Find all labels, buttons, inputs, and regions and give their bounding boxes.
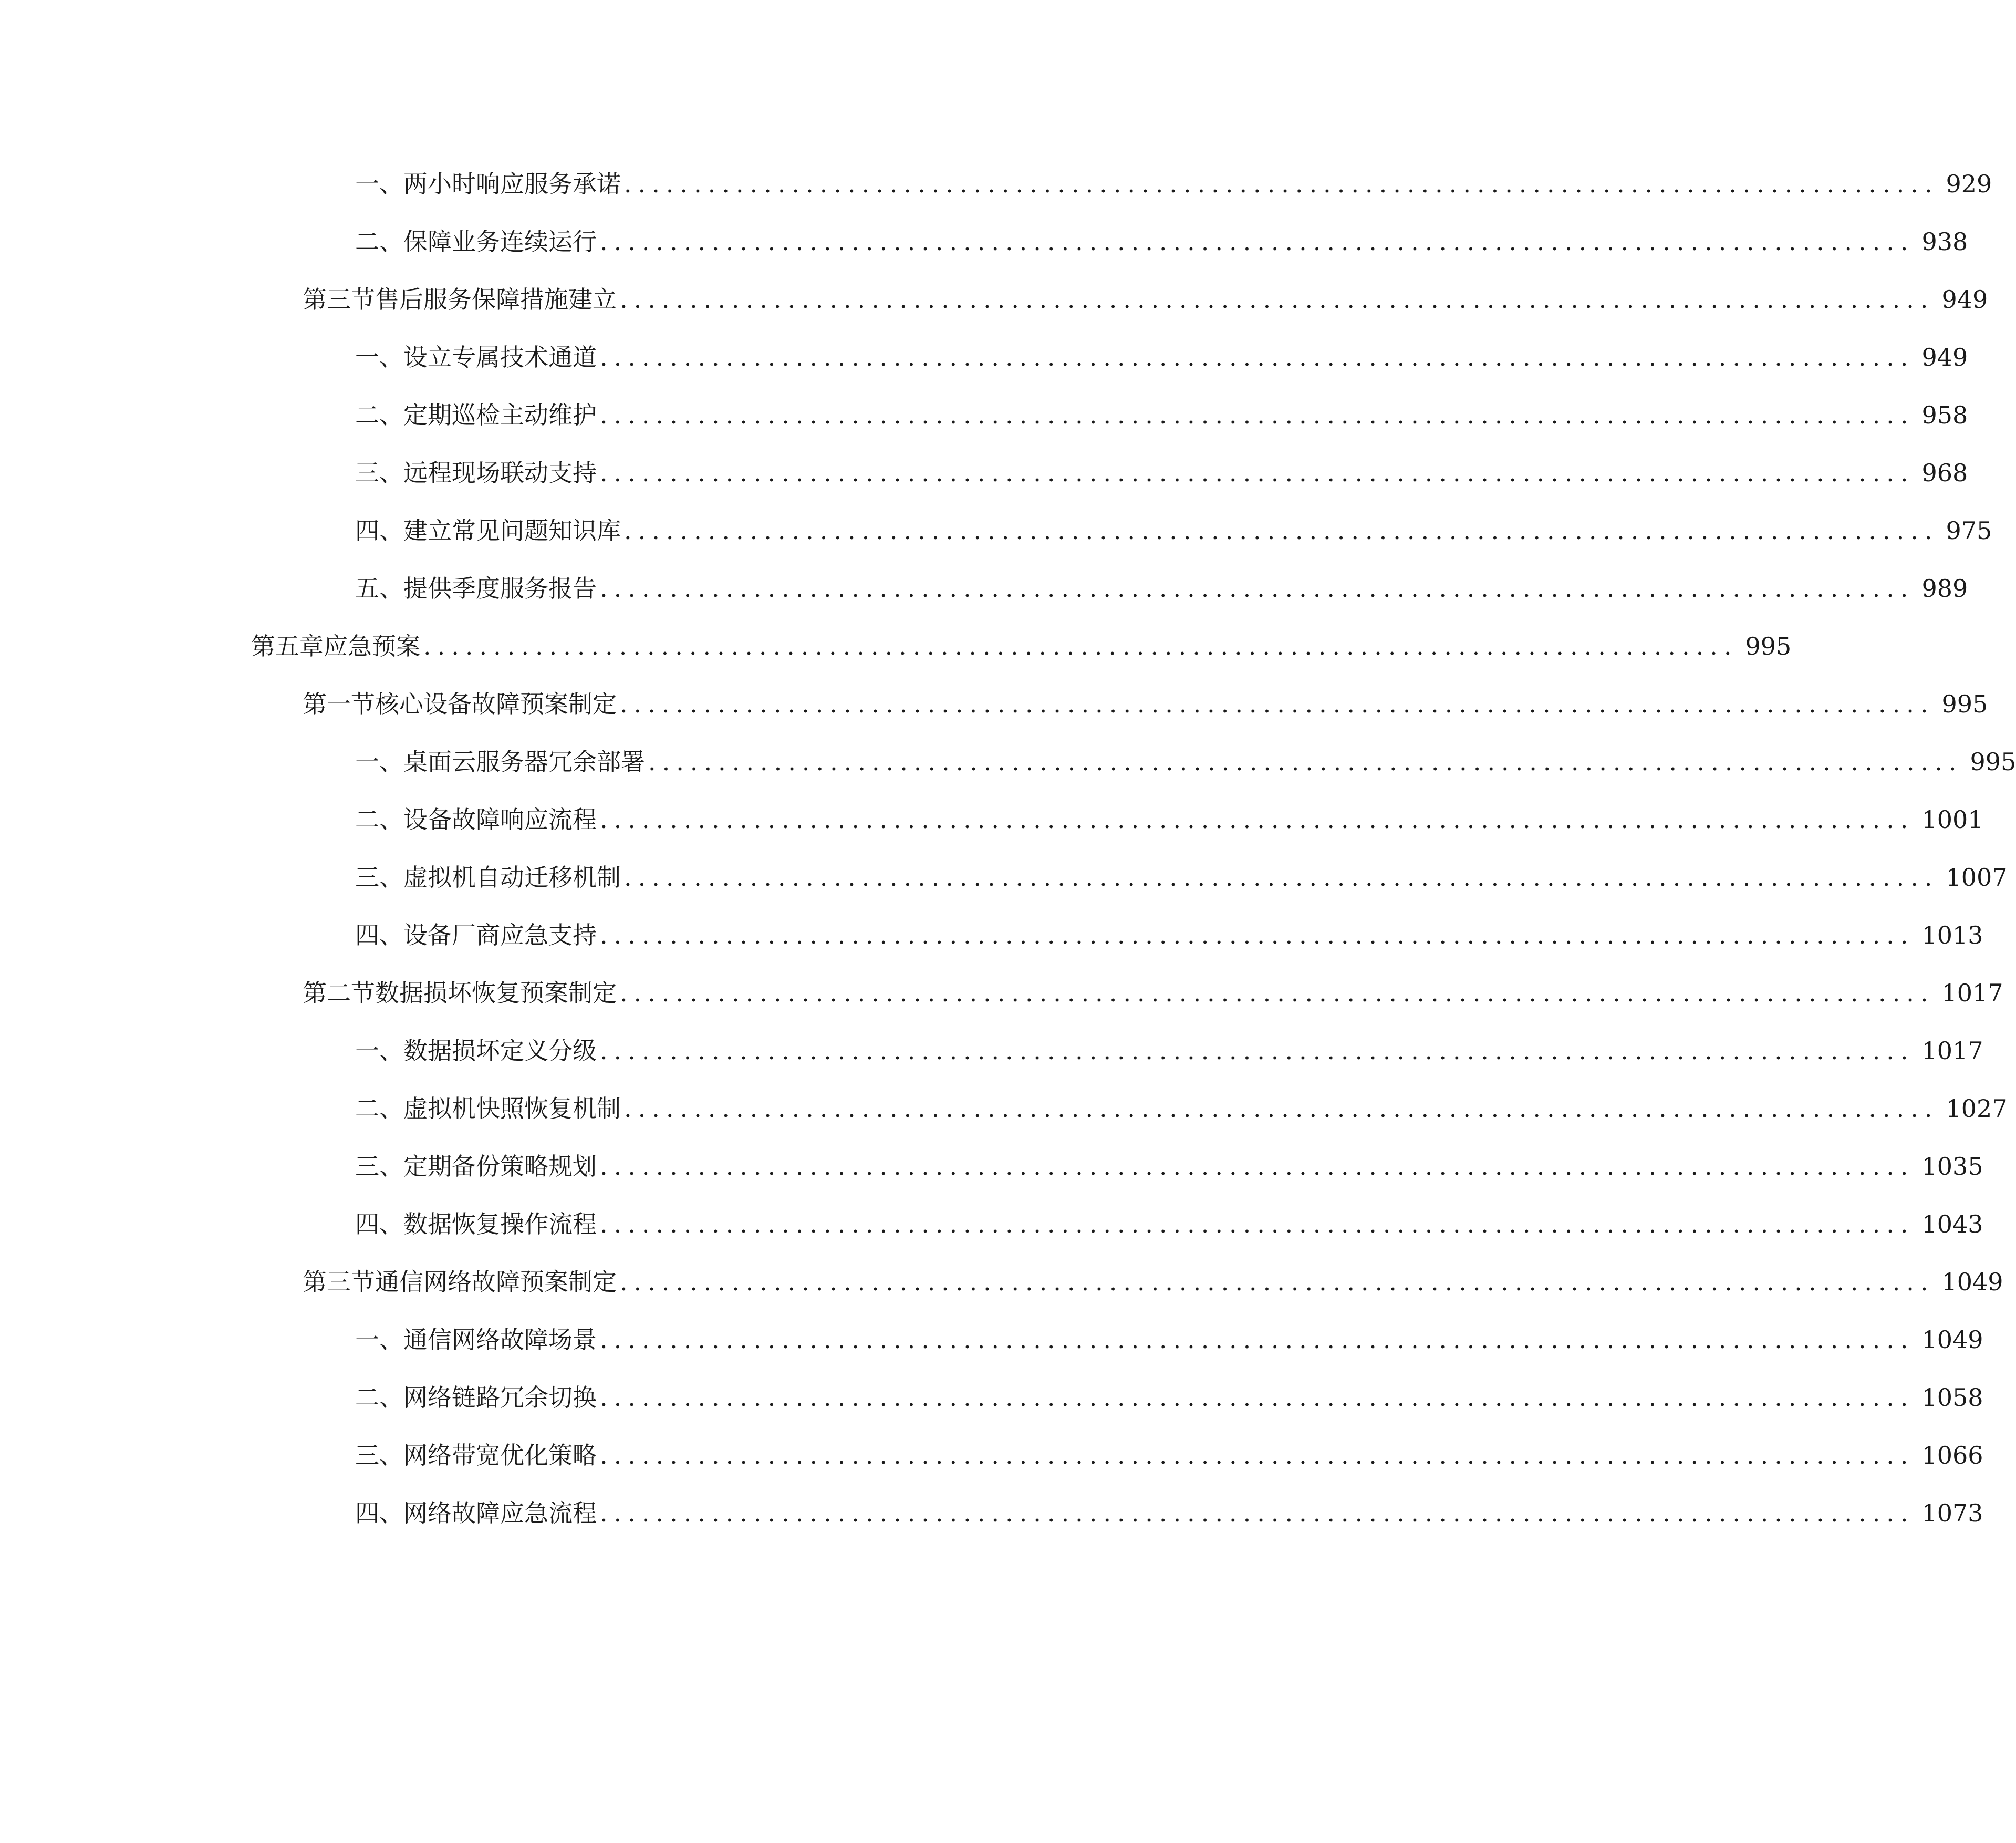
toc-entry-title: 远程现场联动支持 xyxy=(403,459,597,487)
toc-entry-page: 929 xyxy=(1946,170,1992,198)
toc-entry[interactable] xyxy=(355,1319,1983,1361)
toc-dot-leader: .............................................................................................. xyxy=(620,1268,1935,1296)
toc-entry[interactable] xyxy=(355,510,1992,552)
toc-dot-leader: .............................................................................................. xyxy=(624,1094,1939,1123)
toc-entry-number: 第二节 xyxy=(303,979,375,1007)
toc-dot-leader: .............................................................................................. xyxy=(600,1037,1915,1065)
toc-entry-number: 三、 xyxy=(355,1152,403,1181)
toc-entry[interactable] xyxy=(251,625,1792,667)
toc-entry[interactable] xyxy=(355,914,1983,956)
toc-dot-leader: .............................................................................................. xyxy=(600,1499,1915,1527)
toc-entry-page: 995 xyxy=(1970,748,2016,776)
toc-entry[interactable] xyxy=(303,1261,2003,1303)
toc-entry[interactable] xyxy=(355,799,1983,841)
toc-dot-leader: .............................................................................................. xyxy=(600,401,1915,429)
toc-entry-number: 四、 xyxy=(355,921,403,949)
toc-dot-leader: .............................................................................................. xyxy=(600,1152,1915,1181)
toc-dot-leader: .............................................................................................. xyxy=(620,979,1935,1007)
toc-entry-page: 989 xyxy=(1921,574,1968,603)
toc-entry-title: 应急预案 xyxy=(324,632,420,660)
toc-entry-title: 网络带宽优化策略 xyxy=(403,1441,597,1469)
toc-entry[interactable] xyxy=(355,1376,1983,1419)
toc-entry-number: 三、 xyxy=(355,863,403,892)
toc-entry-page: 958 xyxy=(1921,401,1968,429)
toc-entry[interactable] xyxy=(355,567,1968,609)
toc-entry[interactable] xyxy=(303,972,2003,1014)
toc-entry-title: 网络故障应急流程 xyxy=(403,1499,597,1527)
toc-entry-number: 二、 xyxy=(355,401,403,429)
toc-entry-title: 两小时响应服务承诺 xyxy=(403,170,621,198)
toc-entry-page: 1049 xyxy=(1921,1326,1983,1354)
toc-entry-title: 建立常见问题知识库 xyxy=(403,516,621,545)
toc-entry-page: 1017 xyxy=(1941,979,2003,1007)
toc-entry-title: 虚拟机自动迁移机制 xyxy=(403,863,621,892)
toc-entry-title: 定期巡检主动维护 xyxy=(403,401,597,429)
toc-dot-leader: .............................................................................................. xyxy=(600,1210,1915,1238)
toc-entry-page: 938 xyxy=(1921,227,1968,256)
toc-entry-page: 968 xyxy=(1921,459,1968,487)
toc-entry-title: 提供季度服务报告 xyxy=(403,574,597,603)
toc-dot-leader: .............................................................................................. xyxy=(624,170,1939,198)
toc-dot-leader: .............................................................................................. xyxy=(600,343,1915,371)
toc-entry-page: 1043 xyxy=(1921,1210,1983,1238)
toc-entry-number: 一、 xyxy=(355,1326,403,1354)
toc-entry-page: 1073 xyxy=(1921,1499,1983,1527)
toc-entry-title: 定期备份策略规划 xyxy=(403,1152,597,1181)
toc-entry[interactable] xyxy=(355,741,2016,783)
toc-entry-number: 一、 xyxy=(355,748,403,776)
toc-dot-leader: .............................................................................................. xyxy=(600,805,1915,834)
toc-entry[interactable] xyxy=(355,1088,2008,1130)
toc-entry[interactable] xyxy=(355,163,1992,205)
toc-entry[interactable] xyxy=(303,278,1988,320)
toc-dot-leader: .............................................................................................. xyxy=(600,459,1915,487)
toc-entry[interactable] xyxy=(355,1492,1983,1534)
toc-entry-page: 975 xyxy=(1946,516,1992,545)
toc-entry-title: 保障业务连续运行 xyxy=(403,227,597,256)
toc-entry[interactable] xyxy=(355,856,2008,898)
toc-dot-leader: .............................................................................................. xyxy=(624,863,1939,892)
toc-dot-leader: .............................................................................................. xyxy=(648,748,1963,776)
toc-entry-title: 通信网络故障场景 xyxy=(403,1326,597,1354)
toc-dot-leader: .............................................................................................. xyxy=(620,690,1935,718)
toc-entry-number: 四、 xyxy=(355,516,403,545)
toc-entry-page: 1027 xyxy=(1946,1094,2008,1123)
toc-entry-title: 核心设备故障预案制定 xyxy=(375,690,617,718)
toc-entry-number: 一、 xyxy=(355,1037,403,1065)
toc-entry-number: 第一节 xyxy=(303,690,375,718)
toc-entry-title: 数据损坏定义分级 xyxy=(403,1037,597,1065)
toc-entry-title: 虚拟机快照恢复机制 xyxy=(403,1094,621,1123)
toc-entry-page: 1035 xyxy=(1921,1152,1983,1181)
toc-entry-number: 二、 xyxy=(355,1094,403,1123)
toc-entry[interactable] xyxy=(355,336,1968,378)
toc-entry-page: 1013 xyxy=(1921,921,1983,949)
toc-entry-page: 995 xyxy=(1745,632,1792,660)
toc-entry-title: 桌面云服务器冗余部署 xyxy=(403,748,645,776)
toc-entry-number: 二、 xyxy=(355,227,403,256)
toc-entry-number: 四、 xyxy=(355,1499,403,1527)
toc-entry-number: 第五章 xyxy=(251,632,324,660)
toc-entry-page: 1066 xyxy=(1921,1441,1983,1469)
toc-entry-number: 第三节 xyxy=(303,1268,375,1296)
toc-entry-number: 二、 xyxy=(355,1383,403,1412)
toc-dot-leader: .............................................................................................. xyxy=(600,1441,1915,1469)
toc-dot-leader: .............................................................................................. xyxy=(600,921,1915,949)
toc-entry[interactable] xyxy=(355,1145,1983,1187)
toc-dot-leader: .............................................................................................. xyxy=(600,1326,1915,1354)
toc-dot-leader: .............................................................................................. xyxy=(600,227,1915,256)
toc-entry-page: 949 xyxy=(1941,285,1988,314)
toc-dot-leader: .............................................................................................. xyxy=(423,632,1738,660)
toc-entry-number: 五、 xyxy=(355,574,403,603)
toc-entry-title: 数据恢复操作流程 xyxy=(403,1210,597,1238)
toc-entry-number: 三、 xyxy=(355,459,403,487)
toc-entry[interactable] xyxy=(355,221,1968,263)
toc-entry-title: 设立专属技术通道 xyxy=(403,343,597,371)
toc-dot-leader: .............................................................................................. xyxy=(600,1383,1915,1412)
toc-entry-page: 1049 xyxy=(1941,1268,2003,1296)
toc-entry-number: 二、 xyxy=(355,805,403,834)
toc-entry-page: 1058 xyxy=(1921,1383,1983,1412)
toc-entry-page: 949 xyxy=(1921,343,1968,371)
toc-entry[interactable] xyxy=(355,452,1968,494)
toc-entry-number: 三、 xyxy=(355,1441,403,1469)
toc-dot-leader: .............................................................................................. xyxy=(620,285,1935,314)
toc-entry[interactable] xyxy=(355,394,1968,436)
toc-entry-number: 一、 xyxy=(355,170,403,198)
toc-entry-page: 1001 xyxy=(1921,805,1983,834)
toc-entry-title: 通信网络故障预案制定 xyxy=(375,1268,617,1296)
toc-entry-number: 一、 xyxy=(355,343,403,371)
toc-entry[interactable] xyxy=(355,1030,1983,1072)
toc-entry[interactable] xyxy=(303,683,1988,725)
toc-entry[interactable] xyxy=(355,1203,1983,1245)
toc-dot-leader: .............................................................................................. xyxy=(600,574,1915,603)
toc-entry-page: 1007 xyxy=(1946,863,2008,892)
toc-entry[interactable] xyxy=(355,1434,1983,1476)
toc-entry-title: 设备厂商应急支持 xyxy=(403,921,597,949)
toc-entry-page: 1017 xyxy=(1921,1037,1983,1065)
toc-entry-number: 四、 xyxy=(355,1210,403,1238)
toc-entry-number: 第三节 xyxy=(303,285,375,314)
toc-entry-title: 数据损坏恢复预案制定 xyxy=(375,979,617,1007)
toc-entry-page: 995 xyxy=(1941,690,1988,718)
toc-entry-title: 设备故障响应流程 xyxy=(403,805,597,834)
toc-dot-leader: .............................................................................................. xyxy=(624,516,1939,545)
toc-entry-title: 售后服务保障措施建立 xyxy=(375,285,617,314)
toc-entry-title: 网络链路冗余切换 xyxy=(403,1383,597,1412)
